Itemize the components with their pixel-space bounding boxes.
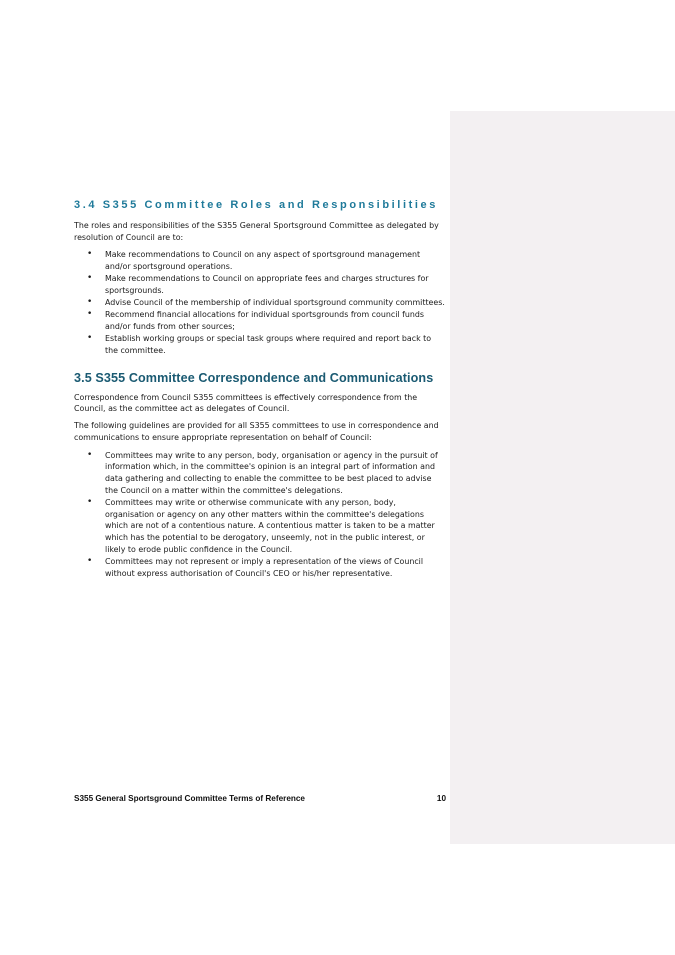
list-item: • Recommend financial allocations for individual sportsgrounds from council funds and/or funds from other sources; [87,309,424,332]
section-3-5-para-1: Correspondence from Council S355 committees is effectively correspondence from the Council, as the committee act as delegates of Council. [74,392,418,414]
list-item: • Establish working groups or special task groups where required and report back to the committee. [87,333,432,356]
list-item: • Committees may not represent or imply a representation of the views of Council without express authorisation of Council's CEO or his/her representative. [87,555,424,578]
list-item: • Committees may write or otherwise communicate with any person, body, organisation or agency on any other matters within the committee's delegations which are not of a contentious nature. A contentious matter is taken to be a matter which has the potential to be derogatory, unseemly, not in the public interest, or likely to erode public confidence in the Council. [87,496,435,554]
footer-title: S355 General Sportsground Committee Terms of Reference [74,794,305,803]
bullet-icon: • [87,249,93,260]
list-item: • Committees may write to any person, body, organisation or agency in the pursuit of information which, in the committee's opinion is an integral part of information and data gathering and collecting to enable the committee to be best placed to advise the Council on a matter within the committee's delegations. [87,449,438,495]
roles-list [74,249,446,356]
guidelines-list [74,450,446,580]
page-body [74,199,446,580]
bullet-icon: • [87,496,93,507]
page-number: 10 [436,794,446,803]
bullet-icon: • [87,555,93,566]
bullet-icon: • [87,333,93,344]
bullet-icon: • [87,309,93,320]
list-item: • Make recommendations to Council on appropriate fees and charges structures for sportsgrounds. [87,273,429,296]
comment-margin-panel [450,111,675,844]
list-item: • Make recommendations to Council on any aspect of sportsground management and/or sportsground operations. [87,249,421,272]
section-3-4-intro: The roles and responsibilities of the S355 General Sportsground Committee as delegated by resolution of Council are to: [74,221,439,242]
section-3-5-heading: 3.5 S355 Committee Correspondence and Communications [74,370,434,385]
bullet-icon: • [87,273,93,284]
bullet-icon: • [87,297,93,308]
bullet-icon: • [87,449,93,460]
list-item: • Advise Council of the membership of individual sportsground community committees. [87,297,445,308]
section-3-4-heading: 3.4 S355 Committee Roles and Responsibilities [74,199,438,211]
section-3-5-para-2: The following guidelines are provided for all S355 committees to use in correspondence and communications to ensure appropriate representation on behalf of Council: [74,421,439,442]
page-footer [74,794,446,803]
